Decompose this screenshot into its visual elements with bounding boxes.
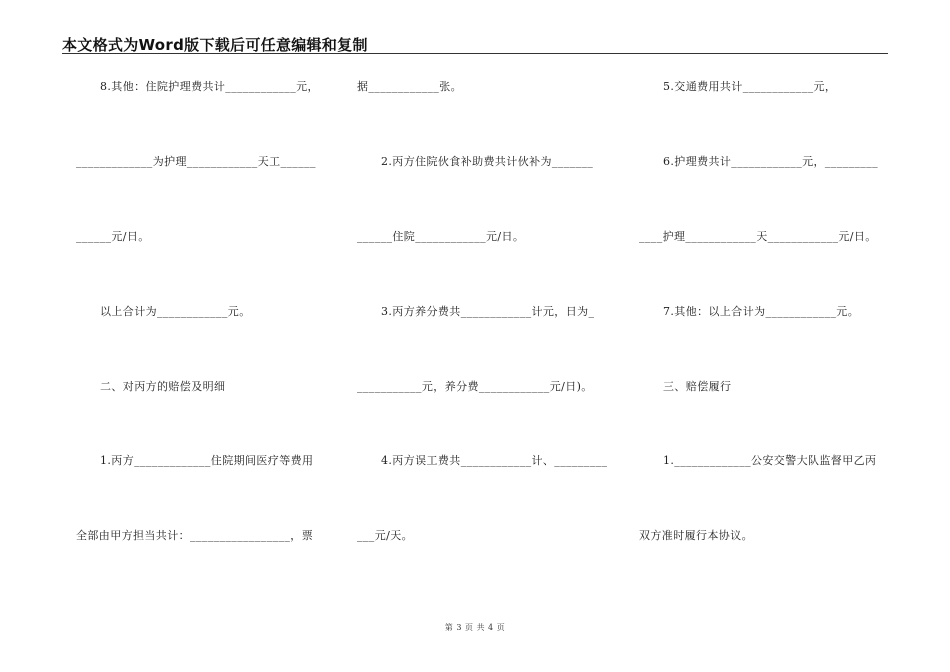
right-heading-performance: 三、赔偿履行 xyxy=(663,380,732,393)
left-line-4: 以上合计为____________元。 xyxy=(100,305,251,318)
middle-line-3: ______住院____________元/日。 xyxy=(357,230,525,243)
middle-line-1: 据____________张。 xyxy=(357,80,462,93)
left-line-1: 8.其他：住院护理费共计____________元， xyxy=(100,80,319,93)
left-line-3: ______元/日。 xyxy=(76,230,150,243)
right-line-6: 1._____________公安交警大队监督甲乙丙 xyxy=(663,454,877,467)
left-line-6: 1.丙方_____________住院期间医疗等费用 xyxy=(100,454,314,467)
left-line-7: 全部由甲方担当共计：_________________，票 xyxy=(76,529,314,542)
middle-line-5: ___________元，养分费____________元/日)。 xyxy=(357,380,593,393)
header-divider xyxy=(62,53,888,54)
right-line-3: ____护理____________天____________元/日。 xyxy=(639,230,877,243)
middle-line-2: 2.丙方住院伙食补助费共计伙补为_______ xyxy=(381,155,594,168)
right-line-7: 双方准时履行本协议。 xyxy=(639,529,753,542)
left-heading-compensation: 二、对丙方的赔偿及明细 xyxy=(100,380,226,393)
right-line-2: 6.护理费共计____________元，_________ xyxy=(663,155,878,168)
right-line-4: 7.其他：以上合计为____________元。 xyxy=(663,305,860,318)
middle-line-4: 3.丙方养分费共____________计元，日为_ xyxy=(381,305,595,318)
page-number: 第 3 页 共 4 页 xyxy=(444,623,506,632)
middle-line-7: ___元/天。 xyxy=(357,529,414,542)
left-line-2: _____________为护理____________天工______ xyxy=(76,155,316,168)
right-line-1: 5.交通费用共计____________元， xyxy=(663,80,837,93)
middle-line-6: 4.丙方误工费共____________计、_________ xyxy=(381,454,608,467)
page-header: 本文格式为Word版下载后可任意编辑和复制 xyxy=(62,36,368,54)
